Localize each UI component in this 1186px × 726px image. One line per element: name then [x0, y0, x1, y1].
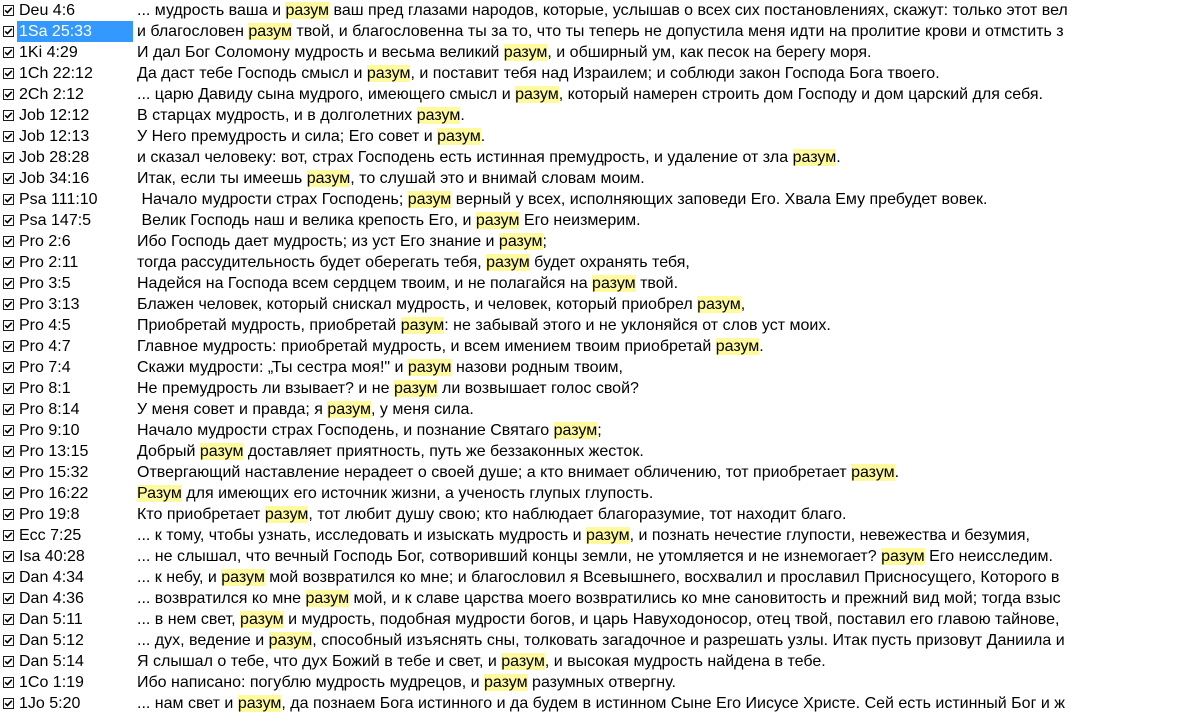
checkmark-icon	[4, 90, 13, 99]
verse-text-before: и сказал человеку: вот, страх Господень есть истинная премудрость, и удаление от зла	[137, 149, 793, 166]
verse-text-after: мой возвратился ко мне; и благословил я Всевышнего, восхвалил и прославил Присносущего, Которого в	[264, 569, 1060, 586]
verse-reference[interactable]: Pro 3:13	[19, 296, 80, 313]
search-hit-highlight: разум	[553, 422, 598, 439]
search-hit-highlight: разум	[393, 380, 438, 397]
checkmark-icon	[4, 279, 13, 288]
verse-text	[137, 567, 1059, 588]
row-checkbox[interactable]	[3, 5, 14, 16]
result-row[interactable]	[0, 63, 1186, 84]
verse-text-after: твой.	[635, 275, 679, 292]
result-row[interactable]	[0, 357, 1186, 378]
verse-text-before: Приобретай мудрость, приобретай	[137, 317, 401, 334]
result-row[interactable]	[0, 420, 1186, 441]
verse-reference[interactable]: 1Ki 4:29	[19, 44, 78, 61]
checkmark-icon	[4, 426, 13, 435]
verse-text-before: ... мудрость ваша и	[137, 2, 286, 19]
search-hit-highlight: разум	[306, 170, 351, 187]
checkmark-icon	[4, 216, 13, 225]
verse-text-after: ли возвышает голос свой?	[437, 380, 639, 397]
search-hit-highlight: разум	[407, 191, 452, 208]
verse-reference[interactable]: Isa 40:28	[19, 548, 85, 565]
verse-text-after: , и обширный ум, как песок на берегу моря.	[547, 44, 872, 61]
verse-text-before: ... нам свет и	[137, 695, 238, 712]
verse-text-after: .	[894, 464, 900, 481]
row-checkbox[interactable]	[3, 47, 14, 58]
search-hit-highlight: разум	[498, 233, 543, 250]
result-row[interactable]	[0, 462, 1186, 483]
row-checkbox[interactable]	[3, 173, 14, 184]
search-hit-highlight: разум	[851, 464, 895, 481]
verse-text	[137, 168, 645, 189]
verse-text-before: Ибо написано: погублю мудрость мудрецов, и	[137, 674, 484, 691]
verse-text-after: , у меня сила.	[370, 401, 474, 418]
search-hit-highlight: разум	[881, 548, 925, 565]
checkmark-icon	[4, 69, 13, 78]
verse-text-before: У меня совет и правда; я	[137, 401, 328, 418]
result-row[interactable]	[0, 294, 1186, 315]
result-row[interactable]	[0, 399, 1186, 420]
result-row[interactable]	[0, 567, 1186, 588]
checkmark-icon	[4, 552, 13, 561]
search-hit-highlight: разум	[285, 2, 330, 19]
search-hit-highlight: разум	[486, 254, 530, 271]
row-checkbox[interactable]	[3, 656, 14, 667]
search-hit-highlight: разум	[515, 86, 559, 103]
checkmark-icon	[4, 531, 13, 540]
verse-text-after: .	[836, 149, 841, 166]
checkmark-icon	[4, 510, 13, 519]
verse-text-after: Его неизмерим.	[519, 212, 641, 229]
verse-text-after: ваш пред глазами народов, которые, услышав о всех сих постановлениях, скажут: только этот вел	[329, 2, 1068, 19]
verse-reference[interactable]: Pro 2:11	[19, 254, 79, 271]
verse-reference[interactable]: Dan 5:11	[19, 611, 83, 628]
verse-text-before: Добрый	[137, 443, 200, 460]
row-checkbox[interactable]	[3, 131, 14, 142]
verse-text-before: и благословен	[137, 23, 249, 40]
checkmark-icon	[4, 384, 13, 393]
verse-text	[137, 483, 653, 504]
result-row[interactable]	[0, 336, 1186, 357]
verse-reference[interactable]: Job 28:28	[19, 149, 90, 166]
result-row[interactable]	[0, 168, 1186, 189]
verse-text-before: И дал Бог Соломону мудрость и весьма великий	[137, 44, 504, 61]
checkmark-icon	[4, 27, 13, 36]
checkmark-icon	[4, 195, 13, 204]
verse-text-after: , и познать нечестие глупости, невежества и безумия,	[629, 527, 1030, 544]
verse-text	[137, 210, 641, 231]
verse-text-before: ... царю Давиду сына мудрого, имеющего смысл и	[137, 86, 516, 103]
result-row[interactable]	[0, 504, 1186, 525]
verse-reference[interactable]: Pro 4:7	[19, 338, 71, 355]
verse-text	[137, 693, 1065, 714]
verse-text-before: Начало мудрости страх Господень, и познание Святаго	[137, 422, 554, 439]
verse-text	[137, 126, 485, 147]
search-hit-highlight: разум	[221, 569, 265, 586]
verse-text	[137, 315, 831, 336]
search-hit-highlight: разум	[484, 674, 528, 691]
verse-reference[interactable]: Pro 4:5	[19, 317, 71, 334]
verse-reference[interactable]: Job 12:13	[19, 128, 90, 145]
row-checkbox[interactable]	[3, 551, 14, 562]
result-row[interactable]	[0, 630, 1186, 651]
result-row[interactable]	[0, 651, 1186, 672]
verse-reference[interactable]: 1Ch 22:12	[19, 65, 93, 82]
row-checkbox[interactable]	[3, 404, 14, 415]
verse-text-after: , и поставит тебя над Израилем; и соблюди закон Господа Бога твоего.	[410, 65, 940, 82]
verse-text-after: ,	[740, 296, 746, 313]
verse-reference[interactable]: Pro 19:8	[19, 506, 80, 523]
checkmark-icon	[4, 111, 13, 120]
verse-reference[interactable]: Dan 4:36	[19, 590, 84, 607]
row-checkbox[interactable]	[3, 299, 14, 310]
verse-text	[137, 651, 826, 672]
search-hit-highlight: разум	[264, 506, 309, 523]
result-row[interactable]	[0, 672, 1186, 693]
verse-text-before: ... к тому, чтобы узнать, исследовать и изыскать мудрость и	[137, 527, 586, 544]
search-hit-highlight: разум	[585, 527, 630, 544]
verse-text-before: ... возвратился ко мне	[137, 590, 306, 607]
result-row[interactable]	[0, 483, 1186, 504]
checkmark-icon	[4, 342, 13, 351]
verse-reference[interactable]: Pro 16:22	[19, 485, 89, 502]
row-checkbox[interactable]	[3, 152, 14, 163]
row-checkbox[interactable]	[3, 677, 14, 688]
result-row[interactable]	[0, 0, 1186, 21]
row-checkbox[interactable]	[3, 236, 14, 247]
verse-text-before: Не премудрость ли взывает? и не	[137, 380, 394, 397]
search-hit-highlight: разум	[248, 23, 292, 40]
verse-text-after: ;	[597, 422, 602, 439]
search-hit-highlight: разум	[268, 632, 313, 649]
verse-reference[interactable]: 2Ch 2:12	[19, 86, 84, 103]
verse-reference[interactable]: Pro 7:4	[19, 359, 71, 376]
verse-text-before: У Него премудрость и сила; Его совет и	[137, 128, 438, 145]
search-hit-highlight: Разум	[137, 485, 182, 502]
verse-reference[interactable]: Job 12:12	[19, 107, 90, 124]
verse-reference[interactable]: 1Sa 25:33	[17, 21, 133, 42]
row-checkbox[interactable]	[3, 194, 14, 205]
verse-text-before: Ибо Господь дает мудрость; из уст Его знание и	[137, 233, 499, 250]
row-checkbox[interactable]	[3, 68, 14, 79]
verse-text-after: доставляет приятность, путь же беззаконных жесток.	[243, 443, 644, 460]
result-row[interactable]	[0, 588, 1186, 609]
row-checkbox[interactable]	[3, 635, 14, 646]
verse-text	[137, 378, 639, 399]
result-row[interactable]	[0, 252, 1186, 273]
verse-text	[137, 462, 899, 483]
row-checkbox[interactable]	[3, 257, 14, 268]
verse-text	[137, 147, 841, 168]
checkmark-icon	[4, 174, 13, 183]
verse-text	[137, 273, 678, 294]
result-row[interactable]	[0, 546, 1186, 567]
verse-reference[interactable]: Job 34:16	[19, 170, 90, 187]
verse-text-after: .	[759, 338, 764, 355]
verse-text	[137, 504, 846, 525]
verse-text	[137, 630, 1065, 651]
checkmark-icon	[4, 573, 13, 582]
verse-reference[interactable]: Psa 147:5	[19, 212, 92, 229]
checkmark-icon	[4, 678, 13, 687]
verse-text-after: твой, и благословенна ты за то, что ты теперь не допустила меня идти на пролитие крови и отмстить з	[291, 23, 1064, 40]
verse-text	[137, 420, 602, 441]
row-checkbox[interactable]	[3, 278, 14, 289]
checkmark-icon	[4, 363, 13, 372]
verse-text-after: , который намерен строить дом Господу и дом царский для себя.	[558, 86, 1043, 103]
verse-reference[interactable]: Pro 3:5	[19, 275, 71, 292]
checkmark-icon	[4, 6, 13, 15]
verse-text-before: В старцах мудрость, и в долголетних	[137, 107, 417, 124]
checkmark-icon	[4, 48, 13, 57]
result-row[interactable]	[0, 21, 1186, 42]
verse-reference[interactable]: 1Co 1:19	[19, 674, 84, 691]
verse-reference[interactable]: Pro 15:32	[19, 464, 89, 481]
row-checkbox[interactable]	[3, 509, 14, 520]
verse-text	[137, 252, 690, 273]
checkmark-icon	[4, 132, 13, 141]
verse-text-before: ... не слышал, что вечный Господь Бог, сотворивший концы земли, не утомляется и не изнемогает?	[137, 548, 882, 565]
checkmark-icon	[4, 636, 13, 645]
verse-text-before: Итак, если ты имеешь	[137, 170, 307, 187]
search-hit-highlight: разум	[792, 149, 837, 166]
verse-text	[137, 546, 1053, 567]
result-row[interactable]	[0, 210, 1186, 231]
result-row[interactable]	[0, 42, 1186, 63]
checkmark-icon	[4, 258, 13, 267]
verse-text-before: Главное мудрость: приобретай мудрость, и всем имением твоим приобретай	[137, 338, 716, 355]
search-hit-highlight: разум	[715, 338, 760, 355]
row-checkbox[interactable]	[3, 530, 14, 541]
search-hit-highlight: разум	[199, 443, 244, 460]
verse-text-after: мой, и к славе царства моего возвратились ко мне сановитость и прежний вид мой; тогда взыс	[349, 590, 1061, 607]
row-checkbox[interactable]	[3, 215, 14, 226]
verse-reference[interactable]: Dan 5:12	[19, 632, 84, 649]
search-hit-highlight: разум	[416, 107, 461, 124]
result-row[interactable]	[0, 441, 1186, 462]
verse-text	[137, 63, 940, 84]
search-hit-highlight: разум	[592, 275, 636, 292]
result-row[interactable]	[0, 147, 1186, 168]
result-row[interactable]	[0, 126, 1186, 147]
checkmark-icon	[4, 153, 13, 162]
row-checkbox[interactable]	[3, 467, 14, 478]
row-checkbox[interactable]	[3, 89, 14, 100]
verse-reference[interactable]: 1Jo 5:20	[19, 695, 81, 712]
result-row[interactable]	[0, 273, 1186, 294]
verse-text	[137, 336, 764, 357]
verse-text-before: тогда рассудительность будет оберегать тебя,	[137, 254, 487, 271]
verse-reference[interactable]: Ecc 7:25	[19, 527, 82, 544]
verse-text	[137, 525, 1030, 546]
verse-text-after: .	[460, 107, 465, 124]
verse-text-after: назови родным твоим,	[451, 359, 623, 376]
verse-text-after: ;	[542, 233, 547, 250]
verse-text	[137, 399, 474, 420]
row-checkbox[interactable]	[3, 362, 14, 373]
checkmark-icon	[4, 405, 13, 414]
search-hit-highlight: разум	[400, 317, 445, 334]
verse-text-after: , тот любит душу свою; кто наблюдает благоразумие, тот находит благо.	[308, 506, 847, 523]
verse-text-before: Велик Господь наш и велика крепость Его, и	[137, 212, 476, 229]
result-row[interactable]	[0, 609, 1186, 630]
search-hit-highlight: разум	[407, 359, 452, 376]
verse-reference[interactable]: Psa 111:10	[19, 191, 98, 208]
row-checkbox[interactable]	[3, 341, 14, 352]
row-checkbox[interactable]	[3, 698, 14, 709]
verse-text-after: , и высокая мудрость найдена в тебе.	[544, 653, 826, 670]
search-hit-highlight: разум	[501, 653, 545, 670]
verse-text	[137, 0, 1068, 21]
result-row[interactable]	[0, 378, 1186, 399]
result-row[interactable]	[0, 189, 1186, 210]
row-checkbox[interactable]	[3, 572, 14, 583]
search-hit-highlight: разум	[697, 296, 741, 313]
row-checkbox[interactable]	[3, 26, 14, 37]
verse-text	[137, 105, 465, 126]
verse-text	[137, 21, 1064, 42]
verse-text	[137, 441, 644, 462]
result-row[interactable]	[0, 525, 1186, 546]
checkmark-icon	[4, 321, 13, 330]
result-row[interactable]	[0, 231, 1186, 252]
verse-text-after: , то слушай это и внимай словам моим.	[350, 170, 645, 187]
search-hit-highlight: разум	[503, 44, 548, 61]
search-hit-highlight: разум	[366, 65, 411, 82]
row-checkbox[interactable]	[3, 320, 14, 331]
checkmark-icon	[4, 699, 13, 708]
verse-text	[137, 294, 745, 315]
search-hit-highlight: разум	[240, 611, 284, 628]
checkmark-icon	[4, 447, 13, 456]
checkmark-icon	[4, 237, 13, 246]
verse-reference[interactable]: Dan 5:14	[19, 653, 84, 670]
row-checkbox[interactable]	[3, 593, 14, 604]
search-hit-highlight: разум	[327, 401, 371, 418]
checkmark-icon	[4, 300, 13, 309]
verse-text-after: будет охранять тебя,	[529, 254, 690, 271]
verse-text-after: , способный изъяснять сны, толковать загадочное и разрешать узлы. Итак пусть призовут Даниила и	[312, 632, 1065, 649]
verse-text-before: Да даст тебе Господь смысл и	[137, 65, 367, 82]
verse-text-before: ... дух, ведение и	[137, 632, 269, 649]
verse-text-after: разумных отвергну.	[527, 674, 676, 691]
checkmark-icon	[4, 489, 13, 498]
verse-text	[137, 189, 987, 210]
row-checkbox[interactable]	[3, 446, 14, 457]
verse-reference[interactable]: Pro 2:6	[19, 233, 71, 250]
verse-text	[137, 588, 1061, 609]
verse-text-after: : не забывай этого и не уклоняйся от слов уст моих.	[444, 317, 831, 334]
search-hit-highlight: разум	[437, 128, 481, 145]
verse-text-before: Надейся на Господа всем сердцем твоим, и не полагайся на	[137, 275, 593, 292]
search-hit-highlight: разум	[305, 590, 350, 607]
verse-reference[interactable]: Pro 8:14	[19, 401, 80, 418]
verse-text-before: ... к небу, и	[137, 569, 222, 586]
row-checkbox[interactable]	[3, 425, 14, 436]
verse-text-before: Начало мудрости страх Господень;	[137, 191, 408, 208]
row-checkbox[interactable]	[3, 383, 14, 394]
checkmark-icon	[4, 468, 13, 477]
result-row[interactable]	[0, 105, 1186, 126]
result-row[interactable]	[0, 693, 1186, 714]
verse-reference[interactable]: Pro 8:1	[19, 380, 71, 397]
row-checkbox[interactable]	[3, 614, 14, 625]
verse-text-before: Кто приобретает	[137, 506, 265, 523]
verse-text-after: для имеющих его источник жизни, а ученость глупых глупость.	[181, 485, 654, 502]
verse-text	[137, 609, 1059, 630]
result-row[interactable]	[0, 315, 1186, 336]
verse-text-before: Скажи мудрости: „Ты сестра моя!" и	[137, 359, 408, 376]
row-checkbox[interactable]	[3, 110, 14, 121]
verse-text	[137, 84, 1043, 105]
verse-text-before: Я слышал о тебе, что дух Божий в тебе и свет, и	[137, 653, 502, 670]
verse-text-after: , да познаем Бога истинного и да будем в истинном Сыне Его Иисусе Христе. Сей есть истинный Бог и ж	[281, 695, 1065, 712]
verse-text-after: .	[480, 128, 486, 145]
verse-reference[interactable]: Deu 4:6	[19, 2, 76, 19]
row-checkbox[interactable]	[3, 488, 14, 499]
verse-text-after: верный у всех, исполняющих заповеди Его. Хвала Ему пребудет вовек.	[451, 191, 988, 208]
verse-reference[interactable]: Pro 9:10	[19, 422, 80, 439]
verse-text	[137, 357, 623, 378]
checkmark-icon	[4, 615, 13, 624]
verse-reference[interactable]: Pro 13:15	[19, 443, 89, 460]
verse-text-before: Блажен человек, который снискал мудрость, и человек, который приобрел	[137, 296, 698, 313]
verse-text	[137, 42, 871, 63]
verse-reference[interactable]: Dan 4:34	[19, 569, 84, 586]
search-hit-highlight: разум	[237, 695, 282, 712]
verse-text-after: Его неисследим.	[924, 548, 1053, 565]
verse-text-after: и мудрость, подобная мудрости богов, и царь Навуходоносор, отец твой, поставил его главою тайнове,	[283, 611, 1060, 628]
verse-text-before: Отвергающий наставление нерадеет о своей душе; а кто внимает обличению, тот приобретает	[137, 464, 852, 481]
checkmark-icon	[4, 657, 13, 666]
search-hit-highlight: разум	[475, 212, 520, 229]
verse-text	[137, 231, 547, 252]
verse-text-before: ... в нем свет,	[137, 611, 241, 628]
checkmark-icon	[4, 594, 13, 603]
result-row[interactable]	[0, 84, 1186, 105]
verse-text	[137, 672, 676, 693]
